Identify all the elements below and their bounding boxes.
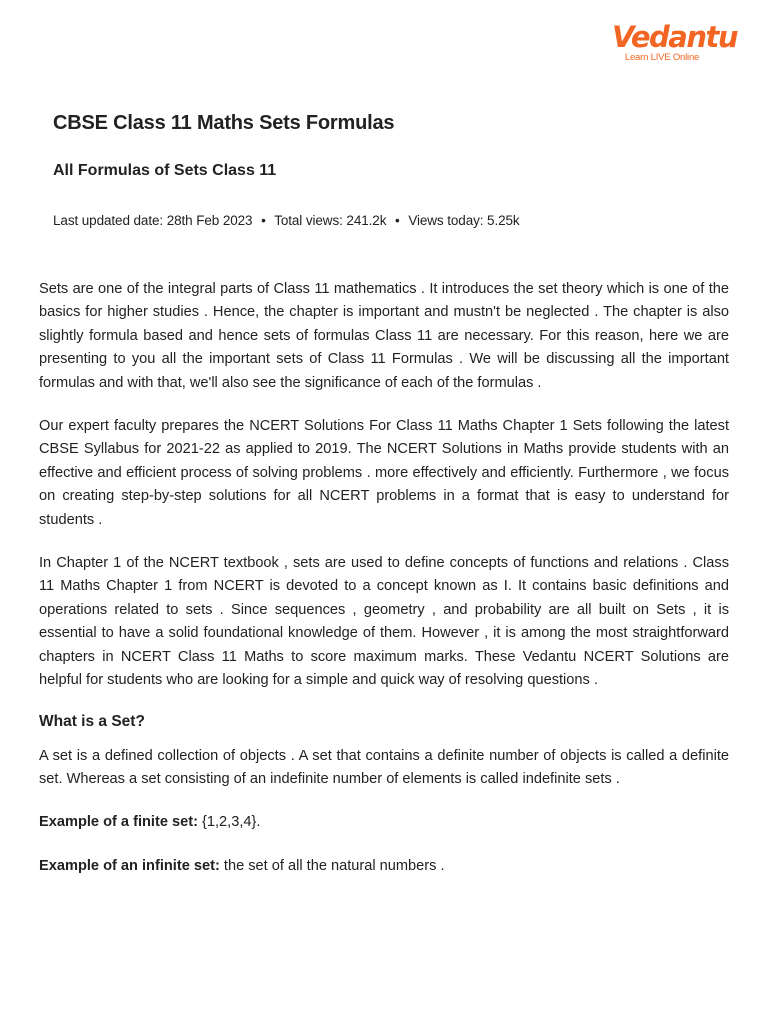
section-heading-what-is-a-set: What is a Set? [39, 712, 145, 730]
page-subtitle: All Formulas of Sets Class 11 [53, 162, 277, 179]
chapter-overview-paragraph: In Chapter 1 of the NCERT textbook , sets are used to define concepts of functions and relations . Class 11 Maths Chapter 1 from NCERT is devoted to a concept known as I. It contains basic definitions and operations related to sets . Since sequences , geometry , and probability are all built on Sets , it is essential to have a solid foundational knowledge of them. However , it is among the most straightforward chapters in NCERT Class 11 Maths to score maximum marks. These Vedantu NCERT Solutions are helpful for students who are looking for a simple and quick way of resolving questions . [39, 555, 729, 689]
finite-set-example-value: {1,2,3,4}. [202, 814, 261, 831]
views-today: Views today: 5.25k [408, 213, 520, 228]
meta-separator: • [261, 213, 266, 228]
ncert-solutions-paragraph: Our expert faculty prepares the NCERT Solutions For Class 11 Maths Chapter 1 Sets following the latest CBSE Syllabus for 2021-22 as applied to 2019. The NCERT Solutions in Maths provide students with an effective and efficient process of solving problems . more effectively and efficiently. Furthermore , we focus on creating step-by-step solutions for all NCERT problems in a format that is easy to understand for students . [39, 418, 729, 528]
page-title: CBSE Class 11 Maths Sets Formulas [53, 112, 395, 134]
logo-tagline: Learn LIVE Online [624, 52, 700, 63]
last-updated-date: Last updated date: 28th Feb 2023 [53, 213, 253, 228]
meta-separator: • [395, 213, 400, 228]
infinite-set-example-value: the set of all the natural numbers . [223, 857, 445, 874]
finite-set-example [39, 811, 729, 834]
intro-paragraph: Sets are one of the integral parts of Class 11 mathematics . It introduces the set theory which is one of the basics for higher studies . Hence, the chapter is important and mustn't be neglected . The chapter is also slightly formula based and hence sets of formulas Class 11 are necessary. For this reason, here we are presenting to you all the important sets of Class 11 Formulas . We will be discussing all the important formulas and with that, we'll also see the significance of each of the formulas . [39, 281, 729, 391]
vedantu-logo [612, 20, 737, 63]
set-definition-paragraph: A set is a defined collection of objects . A set that contains a definite number of objects is called a definite set. Whereas a set consisting of an indefinite number of elements is called indefinite sets . [39, 747, 729, 787]
article-meta [53, 213, 520, 228]
logo-wordmark: Vedantu [612, 20, 737, 54]
infinite-set-example [39, 855, 729, 878]
article-body [39, 278, 729, 898]
finite-set-example-label: Example of a finite set: [39, 814, 198, 831]
total-views: Total views: 241.2k [274, 213, 387, 228]
infinite-set-example-label: Example of an infinite set: [39, 857, 220, 874]
